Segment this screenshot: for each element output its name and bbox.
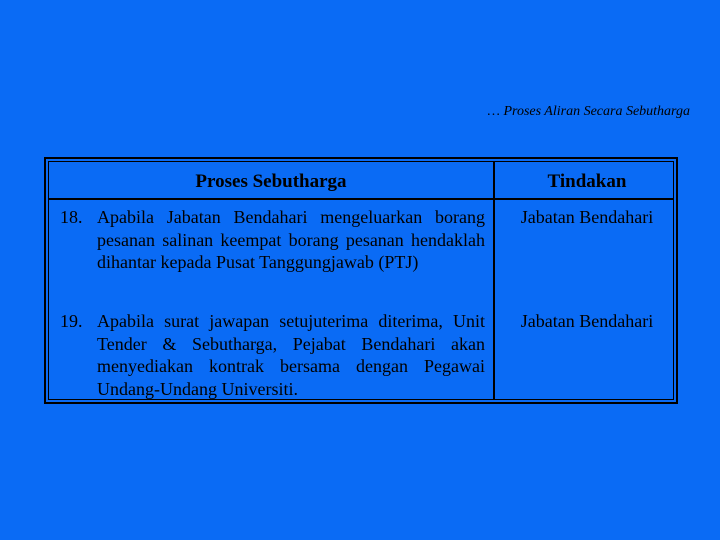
process-row-19 — [60, 310, 485, 400]
process-row-18 — [60, 206, 485, 274]
process-table — [44, 157, 678, 404]
header-divider — [49, 198, 673, 200]
process-text: Apabila Jabatan Bendahari mengeluarkan borang pesanan salinan keempat borang pesanan hendaklah dihantar kepada Pusat Tanggungjawab (PTJ) — [97, 207, 485, 272]
action-row-19: Jabatan Bendahari — [520, 311, 654, 331]
action-row-18: Jabatan Bendahari — [520, 207, 654, 227]
row-number: 19. — [60, 311, 83, 331]
row-number: 18. — [60, 207, 83, 227]
table-inner-border — [48, 161, 674, 400]
slide-subtitle: … Proses Aliran Secara Sebutharga — [487, 104, 690, 119]
header-tindakan: Tindakan — [547, 171, 627, 192]
process-text: Apabila surat jawapan setujuterima diterima, Unit Tender & Sebutharga, Pejabat Bendahari akan menyediakan kontrak bersama dengan Pegawai Undang-Undang Universiti. — [97, 311, 485, 399]
header-proses-sebutharga: Proses Sebutharga — [195, 171, 347, 192]
